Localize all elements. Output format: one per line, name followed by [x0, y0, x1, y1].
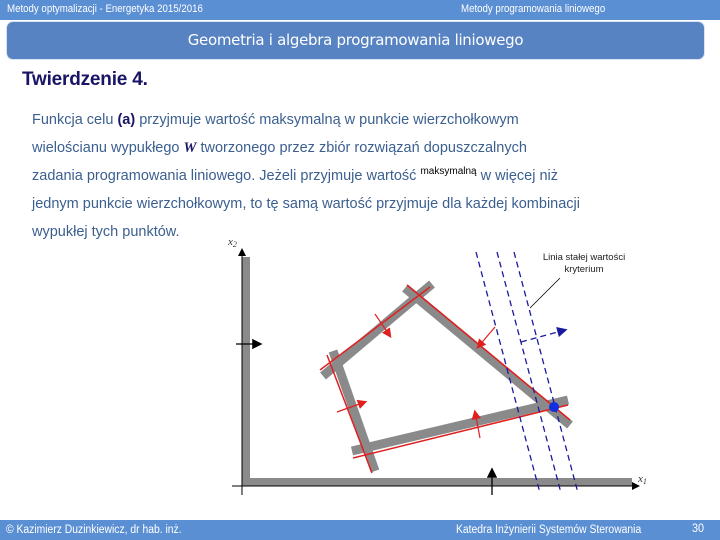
- department: Katedra Inżynierii Systemów Sterowania: [456, 524, 642, 536]
- optimum-point: [549, 402, 559, 412]
- theorem-line-5: wypukłej tych punktów.: [32, 224, 180, 240]
- small-word: maksymalną: [420, 166, 477, 177]
- text: w więcej niż: [476, 168, 558, 184]
- theorem-heading: Twierdzenie 4.: [22, 69, 148, 90]
- x2-constraint-band: [242, 257, 250, 485]
- header-bar: [0, 0, 720, 20]
- section-title: Metody programowania liniowego: [461, 3, 606, 15]
- annotation-leader: [530, 278, 560, 308]
- x1-constraint-band: [242, 478, 632, 486]
- slide-title: Geometria i algebra programowania liniowego: [187, 31, 524, 49]
- objective-symbol: (a): [117, 112, 136, 128]
- polytope-symbol: W: [183, 140, 197, 156]
- page-number: 30: [692, 521, 705, 535]
- text: zadania programowania liniowego. Jeżeli przyjmuje wartość: [32, 168, 421, 184]
- theorem-line-4: jednym punkcie wierzchołkowym, to tę samą wartość przyjmuje dla każdej kombinacji: [32, 196, 580, 212]
- theorem-line-2: [32, 140, 527, 157]
- annotation-line-1: Linia stałej wartości: [542, 252, 626, 263]
- footer-bar: [0, 520, 720, 540]
- text: tworzonego przez zbiór rozwiązań dopuszczalnych: [196, 140, 527, 156]
- author: © Kazimierz Duzinkiewicz, dr hab. inż.: [6, 524, 182, 536]
- course-title: Metody optymalizacji - Energetyka 2015/2016: [7, 3, 203, 15]
- boundary-lines: [320, 285, 570, 473]
- slide-title-box: [7, 22, 704, 59]
- lp-geometry-diagram: [220, 230, 660, 500]
- text: Funkcja celu: [32, 112, 118, 128]
- theorem-line-3: [32, 168, 558, 184]
- x1-label: x1: [638, 473, 647, 486]
- annotation-line-2: kryterium: [564, 264, 604, 275]
- objective-lines: [476, 252, 578, 493]
- theorem-line-1: [32, 112, 519, 128]
- text: przyjmuje wartość maksymalną w punkcie wierzchołkowym: [135, 112, 519, 128]
- text: wielościanu wypukłego: [32, 140, 184, 156]
- x2-label: x2: [228, 236, 237, 249]
- objective-gradient-arrow: [521, 330, 565, 342]
